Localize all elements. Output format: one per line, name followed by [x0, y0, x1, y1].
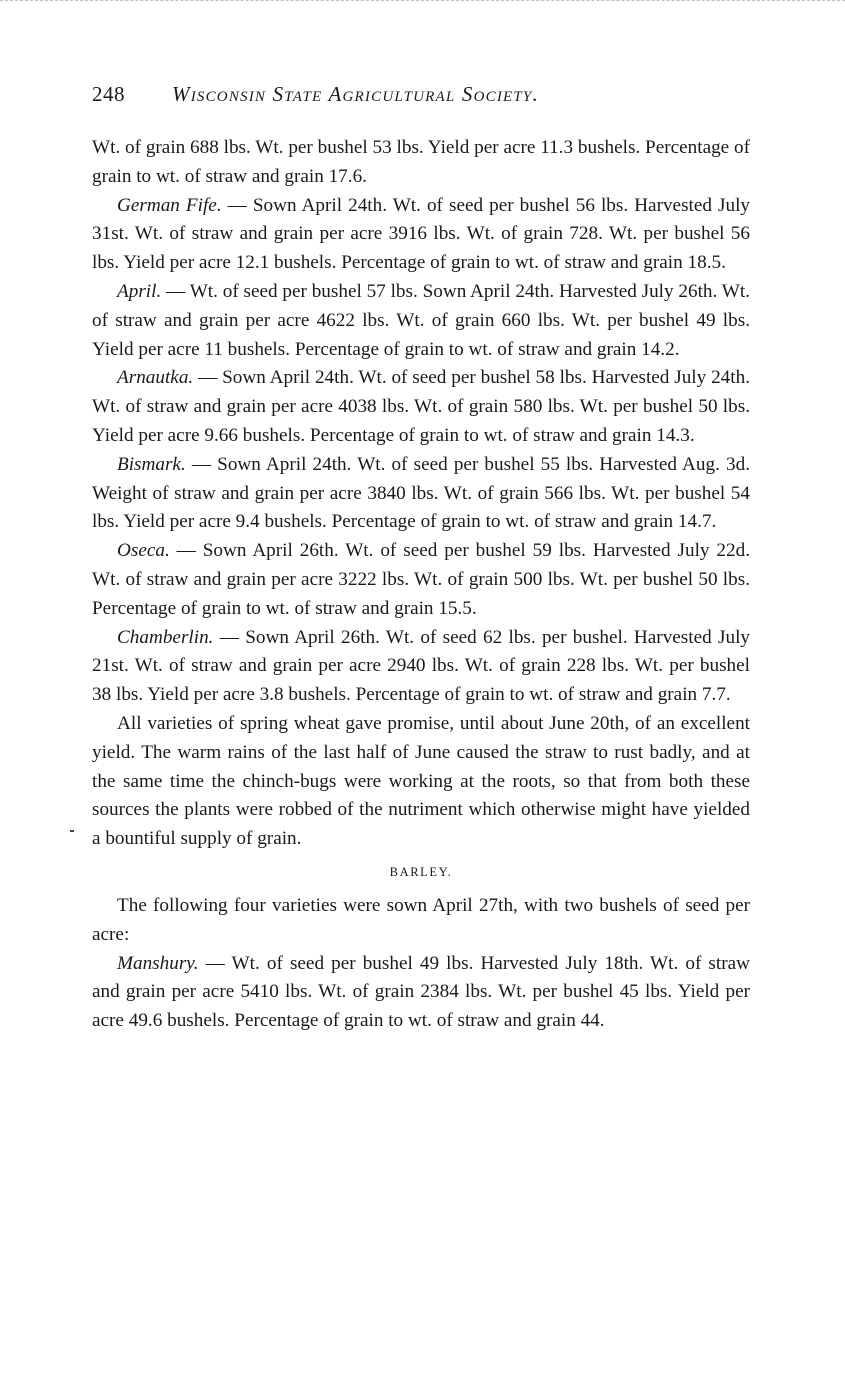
page-header	[92, 82, 750, 114]
paragraph-text: All varieties of spring wheat gave promise, until about June 20th, of an excellent yield. The warm rains of the last half of June caused the straw to rust badly, and at the same time the chinch-bugs were working at the roots, so that from both these sources the plants were robbed of the nutriment which otherwise might have yielded a bountiful supply of grain.	[92, 712, 750, 850]
paragraph	[92, 537, 750, 623]
paragraph-text: — Wt. of seed per bushel 49 lbs. Harvested July 18th. Wt. of straw and grain per acre 5410 lbs. Wt. of grain 2384 lbs. Wt. per bushel 45 lbs. Yield per acre 49.6 bushels. Percentage of grain to wt. of straw and grain 44.	[92, 952, 750, 1032]
paragraph	[92, 364, 750, 450]
variety-name: Arnautka.	[117, 367, 194, 389]
top-border-rule	[0, 0, 845, 7]
paragraph	[92, 710, 750, 854]
variety-name: April.	[117, 280, 162, 302]
book-page	[92, 82, 750, 1036]
section-heading: BARLEY.	[389, 864, 453, 879]
paragraph	[92, 950, 750, 1036]
paragraph	[92, 451, 750, 537]
paragraph	[92, 624, 750, 710]
margin-mark	[70, 830, 74, 832]
paragraph-text: — Sown April 24th. Wt. of seed per bushel 58 lbs. Harvested July 24th. Wt. of straw and grain per acre 4038 lbs. Wt. of grain 580 lbs. Wt. per bushel 50 lbs. Yield per acre 9.66 bushels. Percentage of grain to wt. of straw and grain 14.3.	[92, 367, 750, 446]
paragraph-text: — Sown April 26th. Wt. of seed per bushel 59 lbs. Harvested July 22d. Wt. of straw and grain per acre 3222 lbs. Wt. of grain 500 lbs. Wt. per bushel 50 lbs. Percentage of grain to wt. of straw and grain 15.5.	[92, 540, 750, 619]
paragraph	[92, 892, 750, 950]
paragraph-text: — Sown April 24th. Wt. of seed per bushel 56 lbs. Harvested July 31st. Wt. of straw and grain per acre 3916 lbs. Wt. of grain 728. Wt. per bushel 56 lbs. Yield per acre 12.1 bushels. Percentage of grain to wt. of straw and grain 18.5.	[92, 194, 750, 274]
paragraph	[92, 192, 750, 278]
variety-name: German Fife.	[117, 194, 222, 216]
page-body	[92, 134, 750, 1036]
paragraph-text: — Sown April 26th. Wt. of seed 62 lbs. per bushel. Harvested July 21st. Wt. of straw and grain per acre 2940 lbs. Wt. of grain 228 lbs. Wt. per bushel 38 lbs. Yield per acre 3.8 bushels. Percentage of grain to wt. of straw and grain 7.7.	[92, 626, 750, 706]
paragraph-text: Wt. of grain 688 lbs. Wt. per bushel 53 lbs. Yield per acre 11.3 bushels. Percentage of grain to wt. of straw and grain 17.6.	[92, 137, 750, 187]
running-title: Wisconsin State Agricultural Society.	[172, 82, 539, 106]
variety-name: Bismark.	[117, 453, 186, 475]
variety-name: Manshury.	[117, 952, 199, 974]
paragraph	[92, 278, 750, 364]
variety-name: Chamberlin.	[117, 626, 214, 648]
page-number: 248	[92, 82, 125, 106]
variety-name: Oseca.	[117, 540, 170, 562]
paragraph-text: — Sown April 24th. Wt. of seed per bushel 55 lbs. Harvested Aug. 3d. Weight of straw and grain per acre 3840 lbs. Wt. of grain 566 lbs. Wt. per bushel 54 lbs. Yield per acre 9.4 bushels. Percentage of grain to wt. of straw and grain 14.7.	[92, 453, 750, 533]
paragraph-text: — Wt. of seed per bushel 57 lbs. Sown April 24th. Harvested July 26th. Wt. of straw and grain per acre 4622 lbs. Wt. of grain 660 lbs. Wt. per bushel 49 lbs. Yield per acre 11 bushels. Percentage of grain to wt. of straw and grain 14.2.	[92, 280, 750, 360]
paragraph	[92, 134, 750, 192]
paragraph-text: The following four varieties were sown April 27th, with two bushels of seed per acre:	[92, 894, 750, 945]
